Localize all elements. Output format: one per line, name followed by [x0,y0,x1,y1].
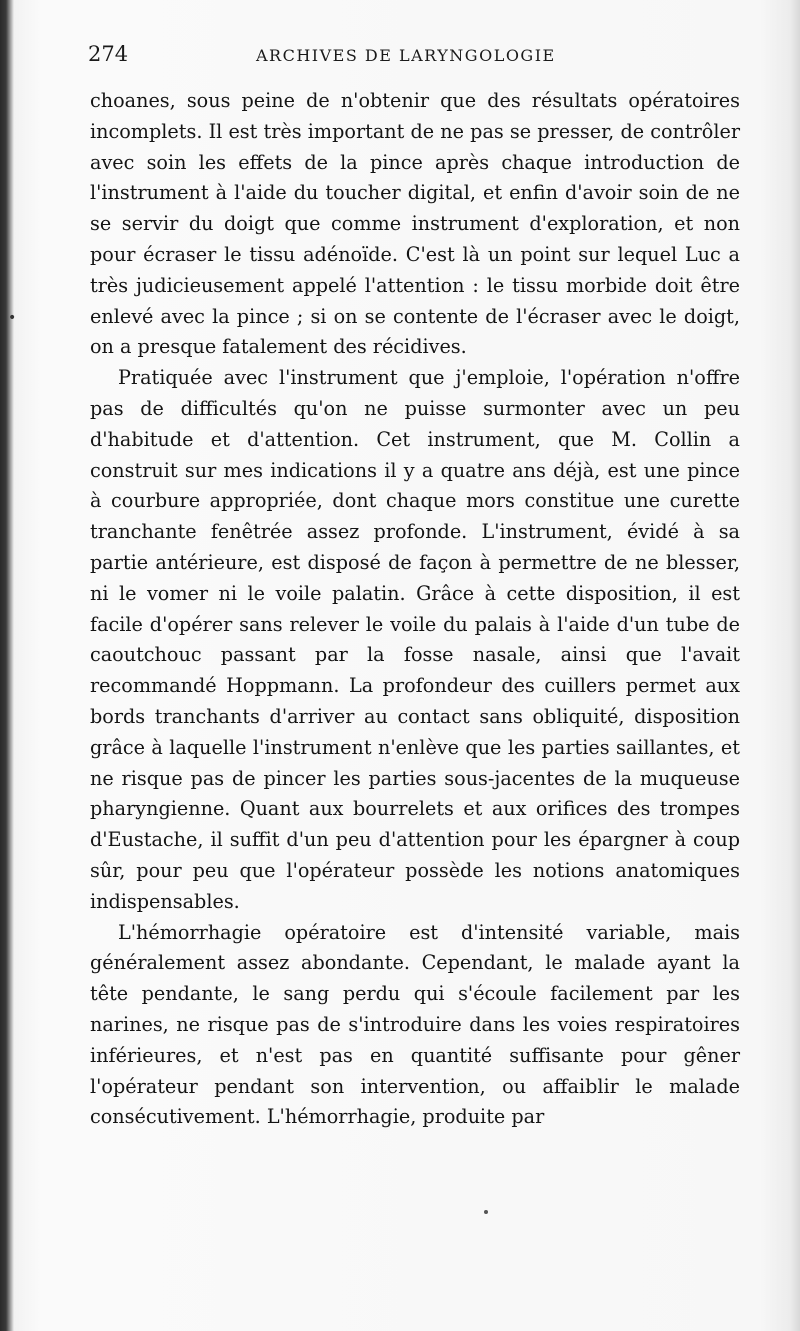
running-head: ARCHIVES DE LARYNGOLOGIE [256,46,556,65]
ink-speck [484,1210,488,1214]
paragraph-3: L'hémorrhagie opératoire est d'intensité variable, mais généralement assez abondante. Cependant, le malade ayant la tête pendante, le sang perdu qui s'écoule facilement par les narines, ne risque pas de s'introduire dans les voies respiratoires inférieures, et n'est pas en quantité suffisante pour gêner l'opérateur pendant son intervention, ou affaiblir le malade consécutivement. L'hémorrhagie, produite par [90,920,740,1129]
paragraph-2: Pratiquée avec l'instrument que j'emploie, l'opération n'offre pas de difficultés qu'on ne puisse surmonter avec un peu d'habitude et d'attention. Cet instrument, que M. Collin a construit sur mes indications il y a quatre ans déjà, est une pince à courbure appropriée, dont chaque mors constitue une curette tranchante fenêtrée assez profonde. L'instrument, évidé à sa partie antérieure, est disposé de façon à permettre de ne blesser, ni le vomer ni le voile palatin. Grâce à cette disposition, il est facile d'opérer sans relever le voile du palais à l'aide d'un tube de caoutchouc passant par la fosse nasale, ainsi que l'avait recommandé Hoppmann. La profondeur des cuillers permet aux bords tranchants d'arriver au contact sans obliquité, disposition grâce à laquelle l'instrument n'enlève que les parties saillantes, et ne risque pas de pincer les parties sous-jacentes de la muqueuse pharyngienne. Quant aux bourrelets et aux orifices des trompes d'Eustache, il suffit d'un peu d'attention pour les épargner à coup sûr, pour peu que l'opérateur possède les notions anatomiques indispensables. [90,366,740,913]
page-header [88,42,748,72]
paragraph-1: choanes, sous peine de n'obtenir que des résultats opératoires incomplets. Il est très important de ne pas se presser, de contrôler avec soin les effets de la pince après chaque introduction de l'instrument à l'aide du toucher digital, et enfin d'avoir soin de ne se servir du doigt que comme instrument d'exploration, et non pour écraser le tissu adénoïde. C'est là un point sur lequel Luc a très judicieusement appelé l'attention : le tissu morbide doit être enlevé avec la pince ; si on se contente de l'écraser avec le doigt, on a presque fatalement des récidives. [90,89,740,359]
body-text [90,86,740,1133]
margin-mark: • [8,310,17,326]
page-number: 274 [88,42,129,66]
